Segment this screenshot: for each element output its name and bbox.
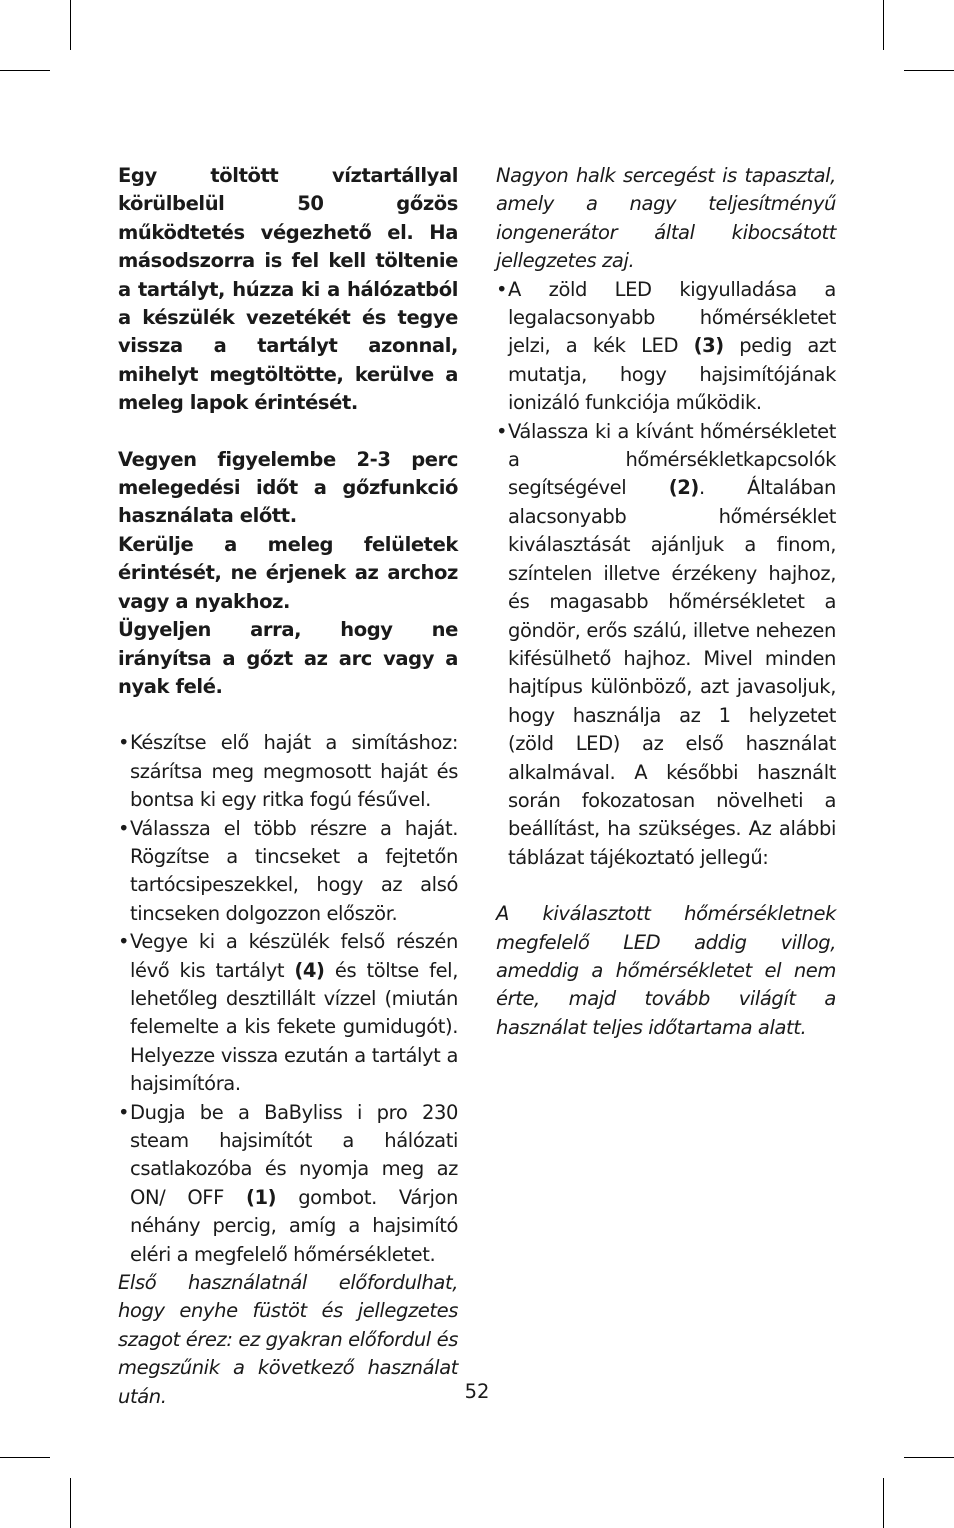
crop-mark-bottom-right-horizontal <box>904 1457 954 1458</box>
part-reference-2: (2) <box>668 476 699 500</box>
ion-noise-note: Nagyon halk sercegést is tapasztal, amely a nagy teljesítményű iongenerátor által kibocsátott jellegzetes zaj. <box>496 164 836 273</box>
crop-mark-bottom-left-horizontal <box>0 1457 50 1458</box>
crop-mark-top-right-horizontal <box>904 70 954 71</box>
crop-mark-top-left-vertical <box>70 0 71 50</box>
warmup-time-paragraph: Vegyen figyelembe 2-3 perc melegedési időt a gőzfunkció használata előtt. <box>118 447 458 528</box>
list-item-power-on: • Dugja be a BaByliss i pro 230 steam hajsimítót a hálózati csatlakozóba és nyomja meg az ON/ OFF (1) gombot. Várjon néhány percig, amíg a hajsimító eléri a megfelelő hőmérsékletet. <box>118 1099 458 1269</box>
part-reference-4: (4) <box>294 958 325 982</box>
hot-surface-warning: Kerülje a meleg felületek érintését, ne érjenek az archoz vagy a nyakhoz. <box>118 532 458 613</box>
list-item-led-indicators: • A zöld LED kigyulladása a legalacsonyabb hőmérsékletet jelzi, a kék LED (3) pedig azt mutatja, hogy hajsimítójának ionizáló funkciója működik. <box>496 276 836 418</box>
steam-direction-warning: Ügyeljen arra, hogy ne irányítsa a gőzt az arc vagy a nyak felé. <box>118 618 458 698</box>
left-column <box>118 162 458 1411</box>
crop-mark-bottom-left-vertical <box>70 1478 71 1528</box>
first-use-note: Első használatnál előfordulhat, hogy enyhe füstöt és jellegzetes szagot érez: ez gyakran előfordul és megszűnik a következő használat után. <box>118 1271 458 1408</box>
crop-mark-bottom-right-vertical <box>883 1478 884 1528</box>
list-item-prepare-hair: • Készítse elő haját a simításhoz: szárítsa meg megmosott haját és bontsa ki egy ritka fogú fésűvel. <box>118 729 458 814</box>
crop-mark-top-right-vertical <box>883 0 884 50</box>
list-item-section-hair: • Válassza el több részre a haját. Rögzítse a tincseket a fejtetőn tartócsipeszekkel, hogy az alsó tincseken dolgozzon először. <box>118 815 458 929</box>
part-reference-1: (1) <box>245 1185 277 1209</box>
list-item-fill-tank: • Vegye ki a készülék felső részén lévő kis tartályt (4) és töltse fel, lehetőleg desztillált vízzel (miután felemelte a kis fekete gumidugót). Helyezze vissza ezután a tartályt a hajsimítóra. <box>118 928 458 1098</box>
page-number: 52 <box>464 1380 490 1403</box>
part-reference-3: (3) <box>693 334 724 358</box>
water-tank-usage-paragraph: Egy töltött víztartállyal körülbelül 50 gőzös működtetés végezhető el. Ha másodszorra is fel kell töltenie a tartályt, húzza ki a hálózatból a készülék vezetékét és tegye vissza a tartályt azonnal, mihelyt megtöltötte, kerülve a meleg lapok érintését. <box>118 164 458 415</box>
right-column <box>496 162 836 1042</box>
led-blink-note: A kiválasztott hőmérsékletnek megfelelő LED addig villog, ameddig a hőmérsékletet el nem érte, majd tovább világít a használat teljes időtartama alatt. <box>496 902 836 1039</box>
crop-mark-top-left-horizontal <box>0 70 50 71</box>
list-item-temperature-selection: • Válassza ki a kívánt hőmérsékletet a hőmérsékletkapcsolók segítségével (2). Általában alacsonyabb hőmérséklet kiválasztását ajánljuk a finom, színtelen illetve érzékeny hajhoz, és magasabb hőmérsékletet a göndör, erős szálú, illetve nehezen kifésülhető hajhoz. Mivel minden hajtípus különböző, azt javasoljuk, hogy használja az 1 helyzetet (zöld LED) az első használat alkalmával. A későbbi használt során fokozatosan növelheti a beállítást, ha szükséges. Az alábbi táblázat tájékoztató jellegű: <box>496 418 836 873</box>
